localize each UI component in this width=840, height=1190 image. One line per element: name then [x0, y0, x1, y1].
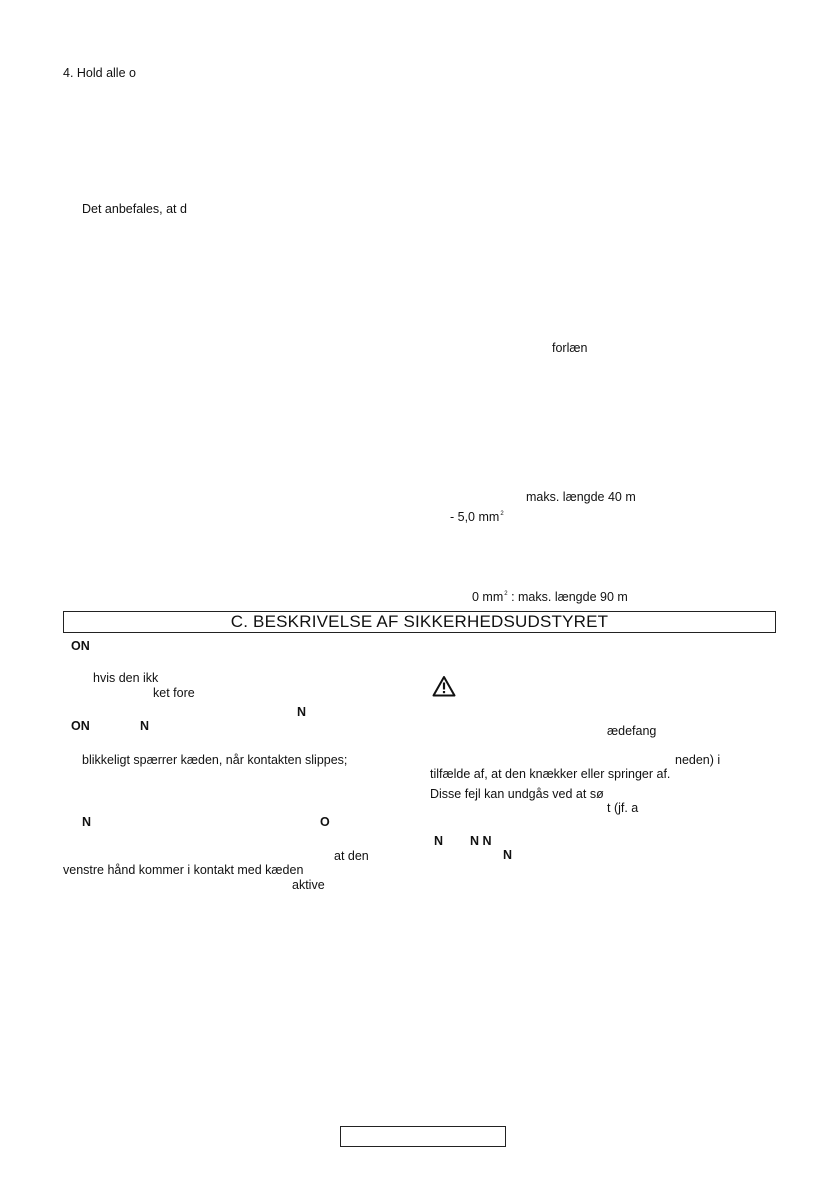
extension-cord-text: forlæn: [552, 341, 588, 355]
on-label-1: ON: [71, 639, 90, 653]
text-hvis-den: hvis den ikk: [93, 671, 159, 685]
n-label-r2: N: [503, 848, 513, 862]
text-chain-catcher: ædefang: [607, 724, 657, 738]
text-ket-fore: ket fore: [153, 686, 195, 700]
page-footer-box: [340, 1126, 506, 1147]
cable-max-length-40: maks. længde 40 m: [526, 490, 636, 504]
n-label-r1: N: [434, 834, 444, 848]
text-chain-breaks: tilfælde af, at den knækker eller springer af.: [430, 767, 671, 781]
recommendation-text: Det anbefales, at d: [82, 202, 187, 216]
text-chain-stop: blikkeligt spærrer kæden, når kontakten slippes;: [82, 753, 348, 767]
section-heading-box: [63, 611, 776, 633]
n-label-left: N: [140, 719, 150, 733]
n-label-3: N: [82, 815, 92, 829]
text-avoid-faults: Disse fejl kan undgås ved at sø: [430, 787, 604, 801]
text-left-hand: venstre hånd kommer i kontakt med kæden: [63, 863, 304, 877]
cable-area-5mm: - 5,0 $mm^2$: [450, 510, 504, 524]
nn-label: N N: [470, 834, 492, 848]
text-neden: neden) i: [675, 753, 721, 767]
text-jf: t (jf. a: [607, 801, 639, 815]
n-label-right: N: [297, 705, 307, 719]
text-aktive: aktive: [292, 878, 325, 892]
cable-area-max-length-90: 0 $mm^2$ : maks. længde 90 m: [472, 590, 628, 604]
section-title: C. BESKRIVELSE AF SIKKERHEDSUDSTYRET: [230, 612, 609, 631]
o-label-3: O: [320, 815, 330, 829]
warning-triangle-icon: [432, 675, 456, 697]
text-at-den: at den: [334, 849, 369, 863]
on-label-2: ON: [71, 719, 90, 733]
list-item-4: 4. Hold alle o: [63, 66, 136, 80]
